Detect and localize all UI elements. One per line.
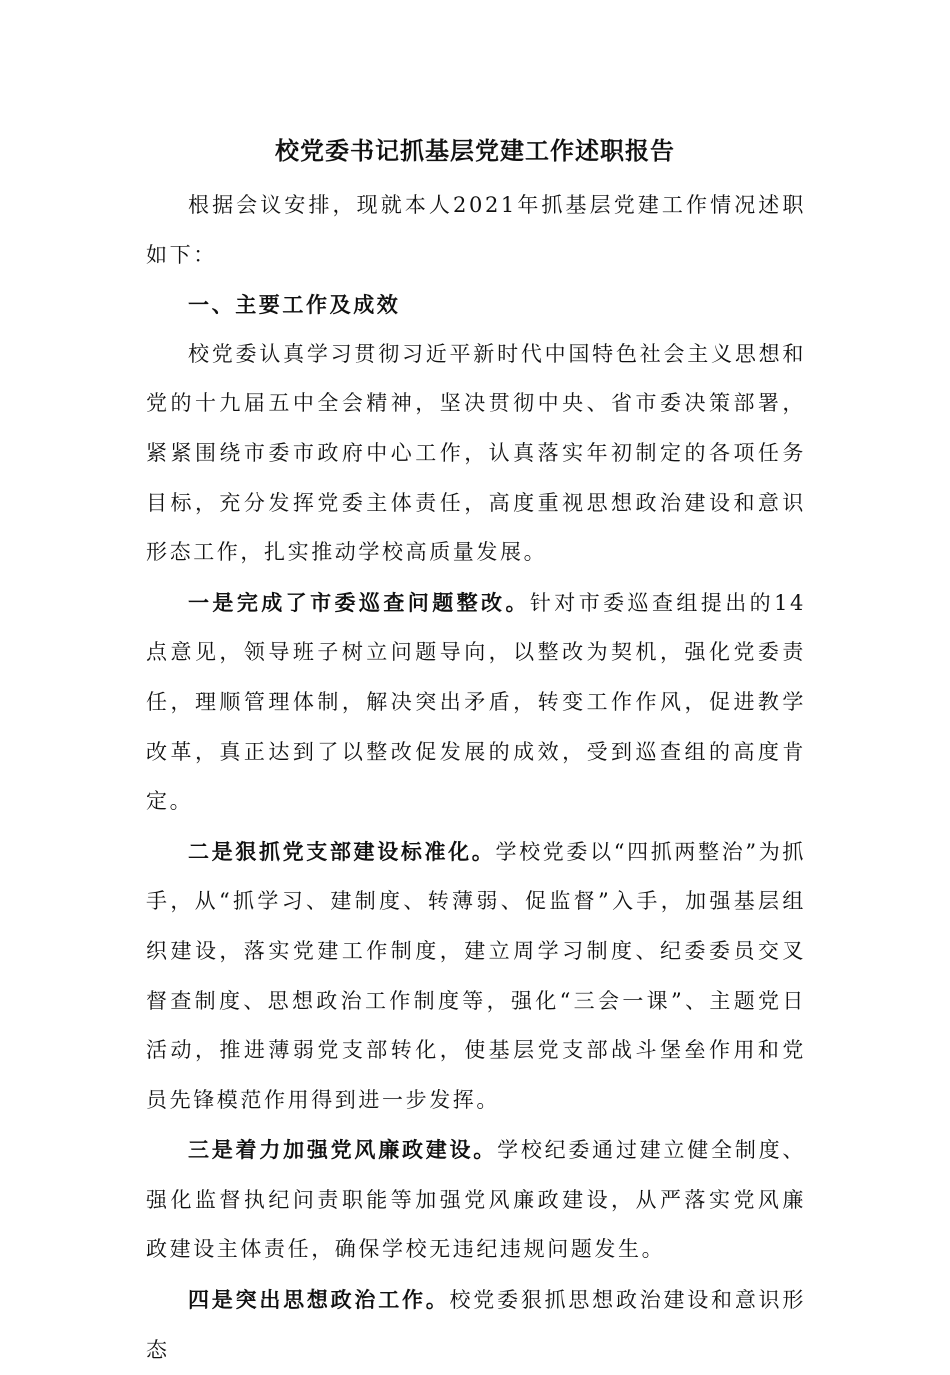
item-lead: 四是突出思想政治工作。 bbox=[188, 1287, 450, 1313]
document-body bbox=[146, 181, 806, 1375]
item-text: 校党委狠抓思想政治建设和意识形态 bbox=[146, 1288, 806, 1362]
item-lead: 二是狠抓党支部建设标准化。 bbox=[188, 838, 496, 864]
item-text: 针对市委巡查组提出的14点意见，领导班子树立问题导向，以整改为契机，强化党委责任，理顺管理体制，解决突出矛盾，转变工作作风，促进教学改革，真正达到了以整改促发展的成效，受到巡查组的高度肯定。 bbox=[146, 590, 806, 814]
item-paragraph-3 bbox=[146, 1125, 806, 1275]
section-heading: 一、主要工作及成效 bbox=[188, 292, 401, 318]
item-lead: 一是完成了市委巡查问题整改。 bbox=[188, 589, 530, 615]
item-text: 学校党委以“四抓两整治”为抓手，从“抓学习、建制度、转薄弱、促监督”入手，加强基层组织建设，落实党建工作制度，建立周学习制度、纪委委员交叉督查制度、思想政治工作制度等，强化“三会一课”、主题党日活动，推进薄弱党支部转化，使基层党支部战斗堡垒作用和党员先锋模范作用得到进一步发挥。 bbox=[146, 839, 806, 1112]
item-text: 学校纪委通过建立健全制度、强化监督执纪问责职能等加强党风廉政建设，从严落实党风廉政建设主体责任，确保学校无违纪违规问题发生。 bbox=[146, 1138, 806, 1262]
item-lead: 三是着力加强党风廉政建设。 bbox=[188, 1137, 498, 1163]
item-paragraph-2 bbox=[146, 827, 806, 1126]
document-title: 校党委书记抓基层党建工作述职报告 bbox=[275, 136, 675, 165]
item-paragraph-1 bbox=[146, 578, 806, 827]
section-paragraph: 校党委认真学习贯彻习近平新时代中国特色社会主义思想和党的十九届五中全会精神，坚决贯彻中央、省市委决策部署，紧紧围绕市委市政府中心工作，认真落实年初制定的各项任务目标，充分发挥党委主体责任，高度重视思想政治建设和意识形态工作，扎实推动学校高质量发展。 bbox=[146, 341, 806, 565]
intro-paragraph: 根据会议安排，现就本人2021年抓基层党建工作情况述职如下： bbox=[146, 193, 806, 267]
item-paragraph-4 bbox=[146, 1275, 806, 1375]
